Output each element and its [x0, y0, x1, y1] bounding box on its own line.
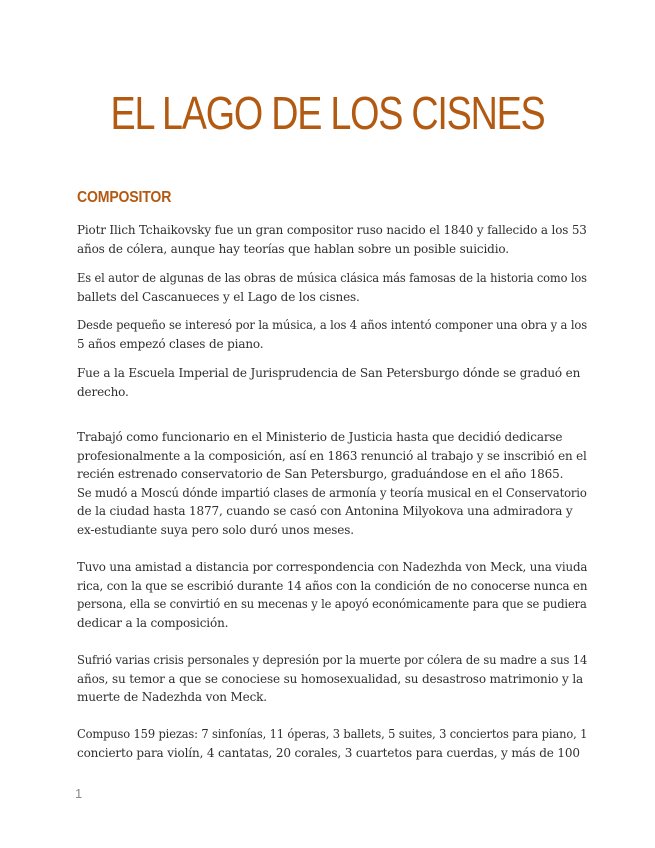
- page-title: EL LAGO DE LOS CISNES: [110, 87, 545, 139]
- paragraph-1: [77, 221, 587, 258]
- paragraph-3: [77, 316, 587, 353]
- paragraph-7: [77, 651, 587, 707]
- paragraph-line: Tuvo una amistad a distancia por correspondencia con Nadezhda von Meck, una viuda: [77, 560, 588, 574]
- paragraph-line: ex-estudiante suya pero solo duró unos meses.: [77, 522, 354, 537]
- paragraph-line: derecho.: [77, 384, 129, 399]
- paragraph-8: [77, 725, 587, 762]
- page-number: 1: [75, 786, 83, 801]
- paragraph-line: Fue a la Escuela Imperial de Jurisprudencia de San Petersburgo dónde se graduó en: [77, 366, 581, 380]
- paragraph-line: rica, con la que se escribió durante 14 años con la condición de no conocerse nunca en: [77, 578, 588, 593]
- section-heading-compositor: COMPOSITOR: [77, 189, 172, 206]
- paragraph-line: profesionalmente a la composición, así en 1863 renunció al trabajo y se inscribió en el: [77, 448, 587, 463]
- paragraph-2: [77, 269, 587, 306]
- paragraph-line: Sufrió varias crisis personales y depresión por la muerte por cólera de su madre a sus 14: [77, 653, 588, 667]
- paragraph-6: [77, 558, 587, 632]
- paragraph-5: [77, 428, 587, 540]
- paragraph-line: dedicar a la composición.: [77, 615, 229, 630]
- paragraph-line: ballets del Cascanueces y el Lago de los cisnes.: [77, 289, 360, 304]
- paragraph-line: de la ciudad hasta 1877, cuando se casó con Antonina Milyokova una admiradora y: [77, 504, 573, 519]
- paragraph-line: muerte de Nadezhda von Meck.: [77, 690, 267, 705]
- paragraph-line: años de cólera, aunque hay teorías que hablan sobre un posible suicidio.: [77, 241, 509, 256]
- paragraph-line: 5 años empezó clases de piano.: [77, 336, 264, 351]
- paragraph-line: Es el autor de algunas de las obras de música clásica más famosas de la historia como los: [77, 271, 587, 285]
- paragraph-line: persona, ella se convirtió en su mecenas y le apoyó económicamente para que se pudiera: [77, 597, 587, 612]
- paragraph-line: recién estrenado conservatorio de San Petersburgo, graduándose en el año 1865.: [77, 467, 564, 482]
- paragraph-line: Trabajó como funcionario en el Ministerio de Justicia hasta que decidió dedicarse: [77, 430, 563, 444]
- paragraph-line: concierto para violín, 4 cantatas, 20 corales, 3 cuartetos para cuerdas, y más de 100: [77, 745, 580, 760]
- paragraph-line: Se mudó a Moscú dónde impartió clases de armonía y teoría musical en el Conservatorio: [77, 485, 587, 500]
- paragraph-line: Piotr Ilich Tchaikovsky fue un gran compositor ruso nacido el 1840 y fallecido a los 53: [77, 223, 587, 237]
- paragraph-line: años, su temor a que se conociese su homosexualidad, su desastroso matrimonio y la: [77, 671, 584, 686]
- paragraph-line: Compuso 159 piezas: 7 sinfonías, 11 óperas, 3 ballets, 5 suites, 3 conciertos para piano, 1: [77, 727, 588, 741]
- paragraph-line: Desde pequeño se interesó por la música, a los 4 años intentó componer una obra y a los: [77, 318, 588, 332]
- paragraph-4: [77, 364, 587, 401]
